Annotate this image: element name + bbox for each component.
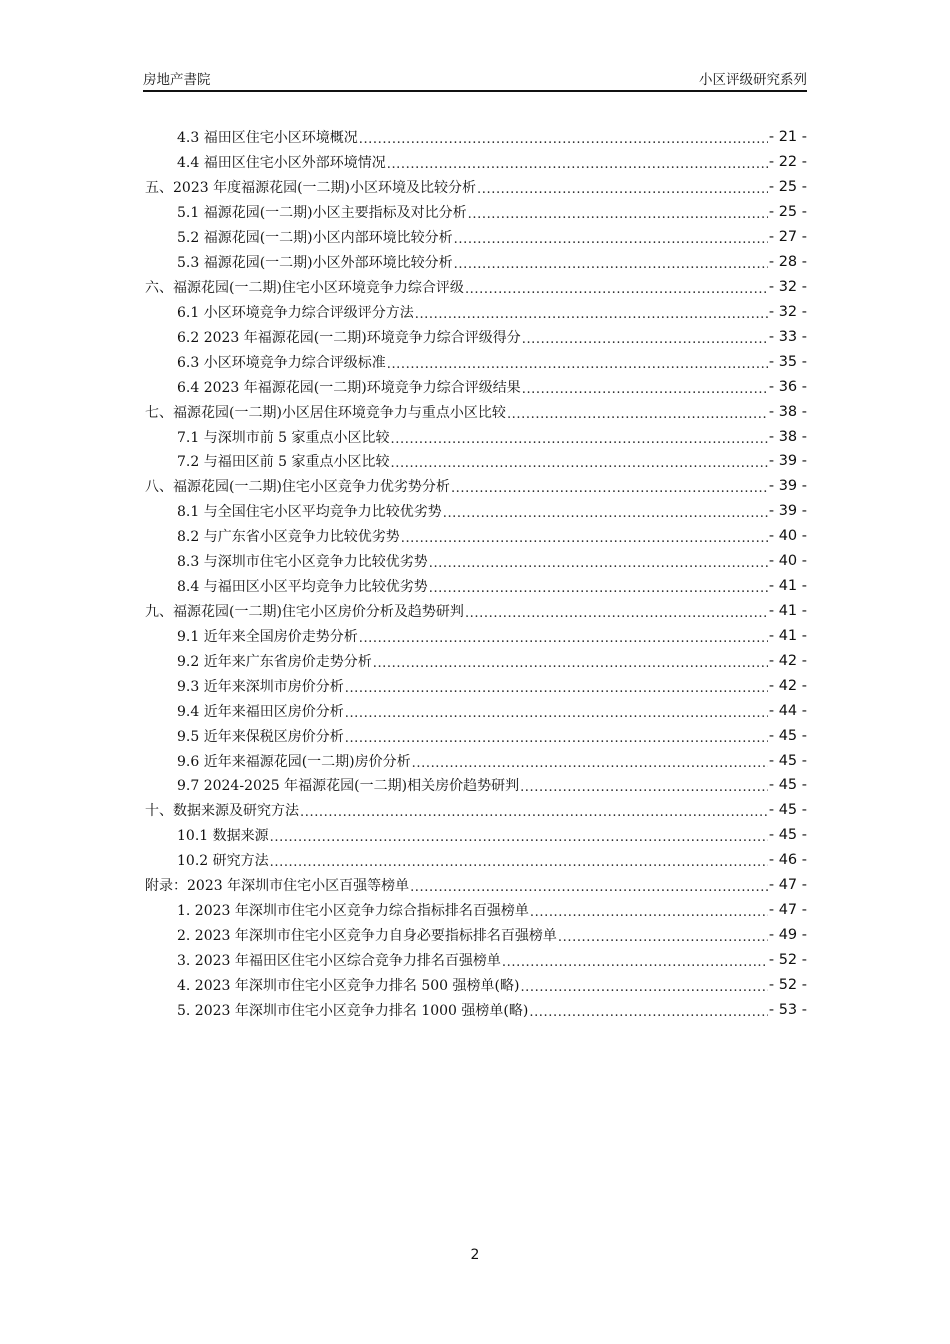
dot-leader (345, 679, 768, 693)
header-publisher: 房地产書院 (143, 72, 211, 88)
toc-entry-title[interactable]: 七、福源花园(一二期)小区居住环境竞争力与重点小区比较 (145, 402, 507, 422)
dot-leader (522, 380, 768, 394)
toc-section-entry[interactable] (145, 848, 807, 873)
toc-entry-page[interactable]: - 42 - (768, 652, 807, 669)
dot-leader (415, 305, 768, 319)
toc-entry-title[interactable]: 6.1 小区环境竞争力综合评级评分方法 (177, 302, 415, 322)
dot-leader (465, 280, 768, 294)
toc-section-entry[interactable] (145, 673, 807, 698)
toc-entry-title[interactable]: 5. 2023 年深圳市住宅小区竞争力排名 1000 强榜单(略) (177, 1000, 529, 1020)
toc-section-entry[interactable] (145, 324, 807, 349)
toc-entry-title[interactable]: 2. 2023 年深圳市住宅小区竞争力自身必要指标排名百强榜单 (177, 925, 558, 945)
toc-entry-title[interactable]: 6.3 小区环境竞争力综合评级标准 (177, 352, 387, 372)
toc-entry-title[interactable]: 9.1 近年来全国房价走势分析 (177, 626, 359, 646)
toc-entry-title[interactable]: 5.2 福源花园(一二期)小区内部环境比较分析 (177, 227, 454, 247)
toc-entry-title[interactable]: 4.4 福田区住宅小区外部环境情况 (177, 152, 387, 172)
toc-section-entry[interactable] (145, 449, 807, 474)
dot-leader (520, 778, 768, 792)
toc-entry-page[interactable]: - 45 - (768, 777, 807, 794)
toc-entry-page[interactable]: - 40 - (768, 528, 807, 545)
toc-entry-page[interactable]: - 49 - (768, 926, 807, 943)
toc-section-entry[interactable] (145, 773, 807, 798)
dot-leader (387, 355, 768, 369)
table-of-contents (145, 125, 807, 1022)
toc-section-entry[interactable] (145, 200, 807, 225)
toc-entry-page[interactable]: - 35 - (768, 353, 807, 370)
toc-section-entry[interactable] (145, 574, 807, 599)
toc-entry-title[interactable]: 7.1 与深圳市前 5 家重点小区比较 (177, 427, 391, 447)
toc-chapter-entry[interactable] (145, 474, 807, 499)
toc-chapter-entry[interactable] (145, 798, 807, 823)
toc-section-entry[interactable] (145, 748, 807, 773)
dot-leader (429, 579, 768, 593)
toc-entry-title[interactable]: 10.2 研究方法 (177, 850, 270, 870)
toc-section-entry[interactable] (145, 150, 807, 175)
toc-entry-page[interactable]: - 25 - (768, 204, 807, 221)
toc-entry-page[interactable]: - 27 - (768, 229, 807, 246)
toc-entry-title[interactable]: 6.2 2023 年福源花园(一二期)环境竞争力综合评级得分 (177, 327, 522, 347)
dot-leader (373, 654, 768, 668)
dot-leader (530, 903, 768, 917)
toc-entry-page[interactable]: - 47 - (768, 902, 807, 919)
toc-entry-title[interactable]: 六、福源花园(一二期)住宅小区环境竞争力综合评级 (145, 277, 465, 297)
toc-entry-title[interactable]: 8.1 与全国住宅小区平均竞争力比较优劣势 (177, 501, 443, 521)
toc-entry-title[interactable]: 9.6 近年来福源花园(一二期)房价分析 (177, 751, 412, 771)
toc-entry-page[interactable]: - 52 - (768, 976, 807, 993)
dot-leader (410, 878, 768, 892)
toc-entry-page[interactable]: - 45 - (768, 827, 807, 844)
toc-entry-title[interactable]: 附录：2023 年深圳市住宅小区百强等榜单 (145, 875, 410, 895)
toc-entry-title[interactable]: 五、2023 年度福源花园(一二期)小区环境及比较分析 (145, 177, 477, 197)
toc-section-entry[interactable] (145, 947, 807, 972)
dot-leader (391, 430, 768, 444)
toc-section-entry[interactable] (145, 125, 807, 150)
toc-entry-page[interactable]: - 21 - (768, 129, 807, 146)
dot-leader (558, 928, 768, 942)
dot-leader (520, 978, 767, 992)
dot-leader (507, 405, 768, 419)
toc-entry-page[interactable]: - 39 - (768, 453, 807, 470)
toc-entry-page[interactable]: - 32 - (768, 303, 807, 320)
toc-chapter-entry[interactable] (145, 399, 807, 424)
dot-leader (502, 953, 768, 967)
toc-entry-title[interactable]: 8.4 与福田区小区平均竞争力比较优劣势 (177, 576, 429, 596)
toc-entry-page[interactable]: - 22 - (768, 154, 807, 171)
toc-entry-page[interactable]: - 44 - (768, 702, 807, 719)
toc-chapter-entry[interactable] (145, 599, 807, 624)
toc-chapter-entry[interactable] (145, 175, 807, 200)
dot-leader (401, 529, 768, 543)
toc-entry-title[interactable]: 5.3 福源花园(一二期)小区外部环境比较分析 (177, 252, 454, 272)
page-number: 2 (470, 1247, 480, 1263)
dot-leader (359, 130, 768, 144)
toc-entry-title[interactable]: 9.5 近年来保税区房价分析 (177, 726, 345, 746)
dot-leader (429, 554, 768, 568)
dot-leader (270, 853, 768, 867)
toc-entry-page[interactable]: - 41 - (768, 578, 807, 595)
toc-entry-title[interactable]: 7.2 与福田区前 5 家重点小区比较 (177, 451, 391, 471)
toc-section-entry[interactable] (145, 524, 807, 549)
toc-entry-page[interactable]: - 42 - (768, 677, 807, 694)
dot-leader (451, 479, 768, 493)
toc-entry-title[interactable]: 九、福源花园(一二期)住宅小区房价分析及趋势研判 (145, 601, 465, 621)
toc-entry-title[interactable]: 10.1 数据来源 (177, 825, 270, 845)
dot-leader (468, 205, 768, 219)
page-header (143, 68, 807, 92)
toc-entry-title[interactable]: 5.1 福源花园(一二期)小区主要指标及对比分析 (177, 202, 468, 222)
toc-section-entry[interactable] (145, 898, 807, 923)
toc-entry-page[interactable]: - 52 - (768, 951, 807, 968)
toc-section-entry[interactable] (145, 648, 807, 673)
toc-section-entry[interactable] (145, 424, 807, 449)
toc-entry-page[interactable]: - 45 - (768, 752, 807, 769)
toc-section-entry[interactable] (145, 923, 807, 948)
dot-leader (359, 629, 768, 643)
toc-section-entry[interactable] (145, 972, 807, 997)
dot-leader (387, 155, 768, 169)
toc-entry-page[interactable]: - 32 - (768, 278, 807, 295)
toc-entry-page[interactable]: - 38 - (768, 428, 807, 445)
toc-entry-page[interactable]: - 33 - (768, 328, 807, 345)
dot-leader (270, 828, 768, 842)
toc-entry-title[interactable]: 八、福源花园(一二期)住宅小区竞争力优劣势分析 (145, 476, 451, 496)
toc-chapter-entry[interactable] (145, 873, 807, 898)
toc-entry-title[interactable]: 4. 2023 年深圳市住宅小区竞争力排名 500 强榜单(略) (177, 975, 520, 995)
toc-section-entry[interactable] (145, 250, 807, 275)
dot-leader (522, 330, 768, 344)
toc-entry-page[interactable]: - 45 - (768, 802, 807, 819)
dot-leader (454, 230, 768, 244)
toc-entry-title[interactable]: 8.2 与广东省小区竞争力比较优劣势 (177, 526, 401, 546)
toc-entry-page[interactable]: - 39 - (768, 503, 807, 520)
toc-entry-title[interactable]: 3. 2023 年福田区住宅小区综合竞争力排名百强榜单 (177, 950, 502, 970)
toc-section-entry[interactable] (145, 349, 807, 374)
toc-entry-title[interactable]: 9.3 近年来深圳市房价分析 (177, 676, 345, 696)
toc-entry-page[interactable]: - 41 - (768, 602, 807, 619)
toc-entry-title[interactable]: 8.3 与深圳市住宅小区竞争力比较优劣势 (177, 551, 429, 571)
toc-entry-title[interactable]: 9.7 2024-2025 年福源花园(一二期)相关房价趋势研判 (177, 775, 520, 795)
toc-entry-page[interactable]: - 53 - (768, 1001, 807, 1018)
dot-leader (412, 754, 768, 768)
toc-entry-page[interactable]: - 40 - (768, 553, 807, 570)
toc-entry-page[interactable]: - 45 - (768, 727, 807, 744)
toc-entry-title[interactable]: 1. 2023 年深圳市住宅小区竞争力综合指标排名百强榜单 (177, 900, 530, 920)
toc-entry-page[interactable]: - 39 - (768, 478, 807, 495)
toc-entry-page[interactable]: - 46 - (768, 852, 807, 869)
toc-entry-page[interactable]: - 47 - (768, 877, 807, 894)
toc-section-entry[interactable] (145, 225, 807, 250)
dot-leader (477, 180, 768, 194)
toc-section-entry[interactable] (145, 623, 807, 648)
toc-entry-title[interactable]: 6.4 2023 年福源花园(一二期)环境竞争力综合评级结果 (177, 377, 522, 397)
toc-section-entry[interactable] (145, 549, 807, 574)
toc-entry-title[interactable]: 9.4 近年来福田区房价分析 (177, 701, 345, 721)
toc-entry-title[interactable]: 十、数据来源及研究方法 (145, 800, 300, 820)
toc-entry-title[interactable]: 4.3 福田区住宅小区环境概况 (177, 127, 359, 147)
toc-section-entry[interactable] (145, 698, 807, 723)
toc-section-entry[interactable] (145, 299, 807, 324)
header-series-title: 小区评级研究系列 (699, 72, 807, 88)
dot-leader (300, 803, 768, 817)
toc-entry-title[interactable]: 9.2 近年来广东省房价走势分析 (177, 651, 373, 671)
dot-leader (391, 454, 768, 468)
toc-section-entry[interactable] (145, 823, 807, 848)
dot-leader (443, 504, 768, 518)
toc-section-entry[interactable] (145, 723, 807, 748)
toc-entry-page[interactable]: - 25 - (768, 179, 807, 196)
toc-entry-page[interactable]: - 36 - (768, 378, 807, 395)
toc-entry-page[interactable]: - 41 - (768, 627, 807, 644)
toc-section-entry[interactable] (145, 997, 807, 1022)
toc-entry-page[interactable]: - 28 - (768, 254, 807, 271)
dot-leader (529, 1003, 768, 1017)
toc-chapter-entry[interactable] (145, 275, 807, 300)
dot-leader (345, 729, 768, 743)
dot-leader (465, 604, 768, 618)
toc-section-entry[interactable] (145, 374, 807, 399)
dot-leader (345, 704, 768, 718)
toc-section-entry[interactable] (145, 499, 807, 524)
toc-entry-page[interactable]: - 38 - (768, 403, 807, 420)
dot-leader (454, 255, 768, 269)
